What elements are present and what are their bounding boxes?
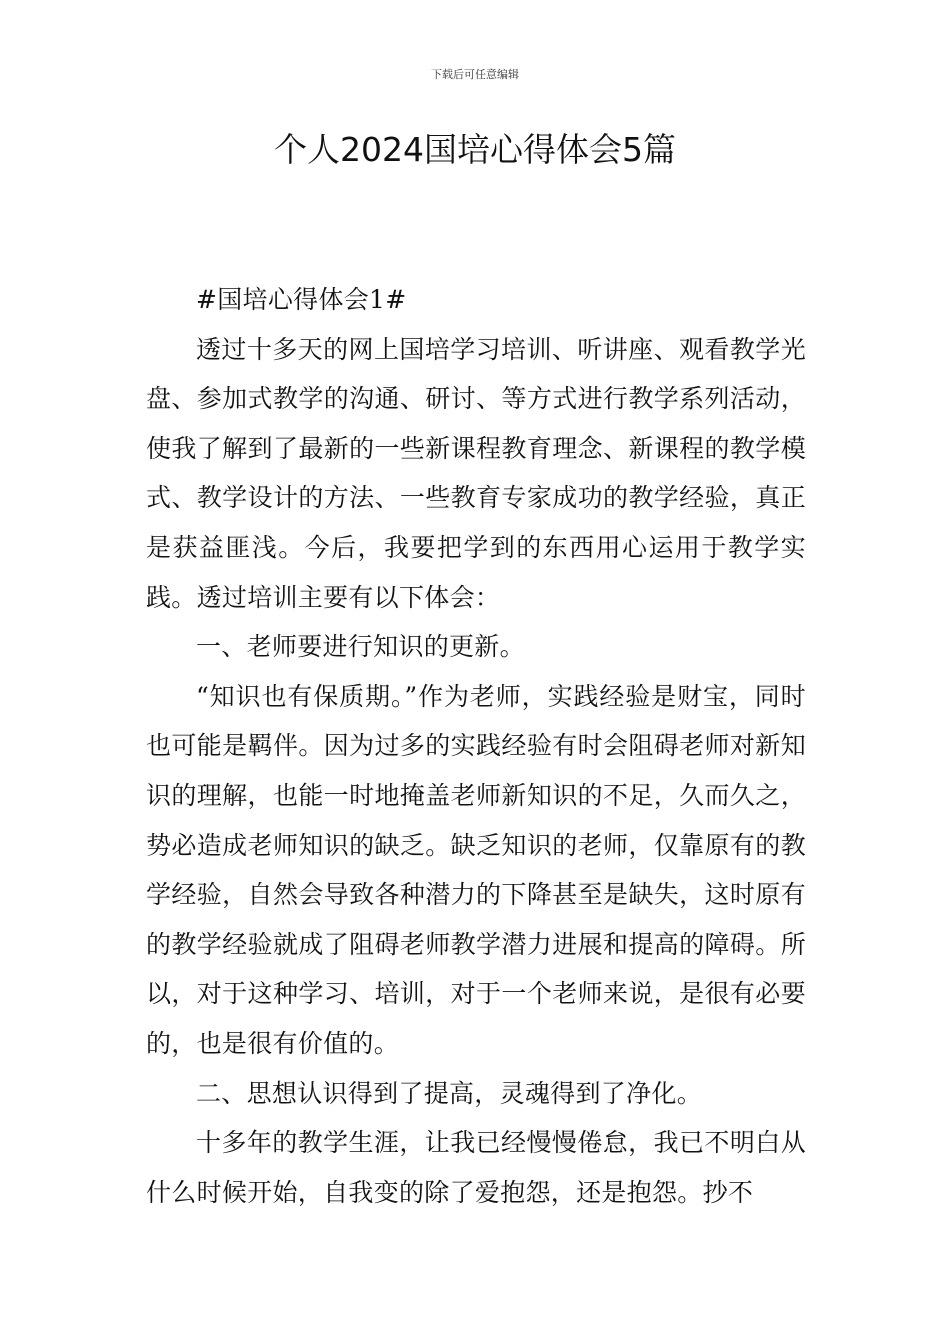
paragraph-point-1: “知识也有保质期。”作为老师，实践经验是财宝，同时也可能是羁伴。因为过多的实践经验有时会阻碍老师对新知识的理解，也能一时地掩盖老师新知识的不足，久而久之，势必造成老师知识的缺乏。缺乏知识的老师，仅靠原有的教学经验，自然会导致各种潜力的下降甚至是缺失，这时原有的教学经验就成了阻碍老师教学潜力进展和提高的障碍。所以，对于这种学习、培训，对于一个老师来说，是很有必要的，也是很有价值的。 xyxy=(146,681,806,1058)
paragraph-point-2: 十多年的教学生涯，让我已经慢慢倦怠，我已不明白从什么时候开始，自我变的除了爱抱怨，还是抱怨。抄不 xyxy=(146,1128,806,1207)
header-note: 下载后可任意编辑 xyxy=(431,68,519,81)
section-heading-1: #国培心得体会1# xyxy=(196,285,407,314)
point-heading-1: 一、老师要进行知识的更新。 xyxy=(196,632,525,662)
paragraph-intro: 透过十多天的网上国培学习培训、听讲座、观看教学光盘、参加式教学的沟通、研讨、等方式进行教学系列活动，使我了解到了最新的一些新课程教育理念、新课程的教学模式、教学设计的方法、一些教育专家成功的教学经验，真正是获益匪浅。今后，我要把学到的东西用心运用于教学实践。透过培训主要有以下体会： xyxy=(146,334,806,612)
document-title: 个人2024国培心得体会5篇 xyxy=(274,130,676,169)
document-body xyxy=(146,275,806,1217)
point-heading-2: 二、思想认识得到了提高，灵魂得到了净化。 xyxy=(196,1078,703,1108)
